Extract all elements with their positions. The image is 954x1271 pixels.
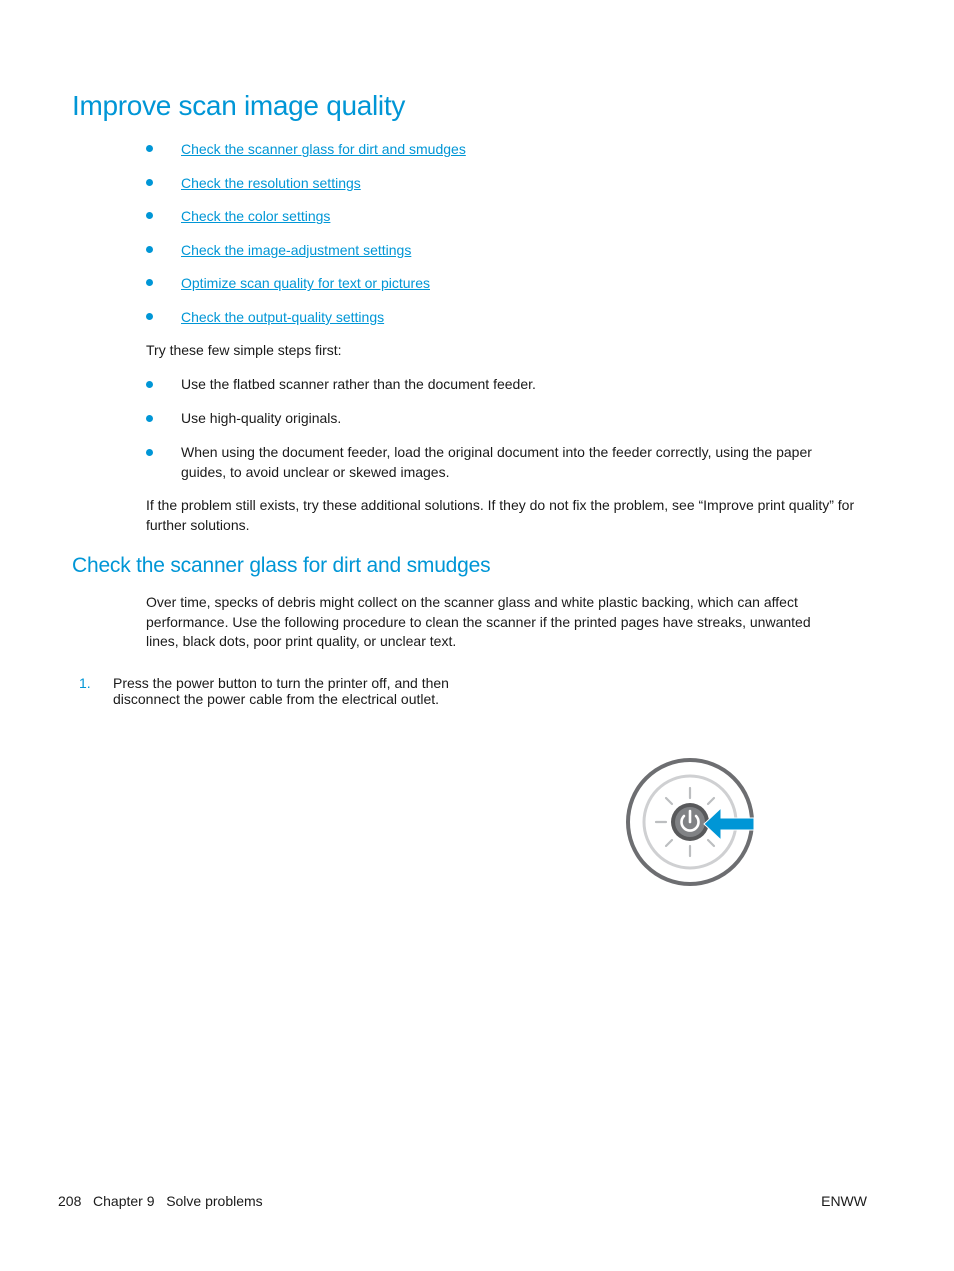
list-item xyxy=(146,173,466,207)
bullet-icon xyxy=(146,212,153,219)
power-button-icon xyxy=(620,752,760,892)
link-image-adjustment-settings[interactable]: Check the image-adjustment settings xyxy=(181,241,412,258)
list-item xyxy=(146,307,466,341)
power-button-illustration xyxy=(620,752,760,892)
list-item xyxy=(146,139,466,173)
link-output-quality-settings[interactable]: Check the output-quality settings xyxy=(181,308,385,325)
tip-text: When using the document feeder, load the original document into the feeder correctly, using the paper guides, to avoid unclear or skewed images. xyxy=(181,444,812,480)
page-title: Improve scan image quality xyxy=(72,90,406,121)
list-item xyxy=(146,443,846,482)
list-item xyxy=(146,375,846,409)
step-number: 1. xyxy=(79,675,91,691)
chapter-title: Solve problems xyxy=(166,1193,263,1209)
link-scanner-glass[interactable]: Check the scanner glass for dirt and smudges xyxy=(181,141,466,157)
bullet-icon xyxy=(146,415,153,422)
bullet-icon xyxy=(146,313,153,320)
link-color-settings[interactable]: Check the color settings xyxy=(181,208,331,225)
link-resolution-settings[interactable]: Check the resolution settings xyxy=(181,174,361,191)
topic-link-list xyxy=(146,139,466,341)
bullet-icon xyxy=(146,246,153,253)
bullet-icon xyxy=(146,179,153,186)
section-heading: Check the scanner glass for dirt and smudges xyxy=(72,554,491,577)
list-item xyxy=(146,273,466,307)
additional-solutions-text: If the problem still exists, try these additional solutions. If they do not fix the problem, see “Improve print quality” for further solutions. xyxy=(146,497,855,533)
section-body-text: Over time, specks of debris might collect on the scanner glass and white plastic backing, which can affect performance. Use the following procedure to clean the scanner if the printed pages have streaks, unwanted lines, black dots, poor print quality, or unclear text. xyxy=(146,594,811,649)
list-item xyxy=(146,409,846,443)
bullet-icon xyxy=(146,145,153,152)
bullet-icon xyxy=(146,279,153,286)
footer-left xyxy=(58,1193,263,1209)
tip-text: Use the flatbed scanner rather than the document feeder. xyxy=(181,376,536,392)
chapter-label: Chapter 9 xyxy=(93,1193,155,1209)
page-number: 208 xyxy=(58,1193,82,1209)
link-optimize-scan-quality[interactable]: Optimize scan quality for text or pictures xyxy=(181,275,430,292)
step-text: Press the power button to turn the printer off, and then disconnect the power cable from the electrical outlet. xyxy=(113,675,449,707)
footer-right: ENWW xyxy=(821,1193,867,1209)
bullet-icon xyxy=(146,381,153,388)
tips-list xyxy=(146,375,846,482)
list-item xyxy=(146,206,466,240)
intro-text: Try these few simple steps first: xyxy=(146,342,342,358)
bullet-icon xyxy=(146,449,153,456)
list-item xyxy=(146,240,466,274)
tip-text: Use high-quality originals. xyxy=(181,410,342,426)
